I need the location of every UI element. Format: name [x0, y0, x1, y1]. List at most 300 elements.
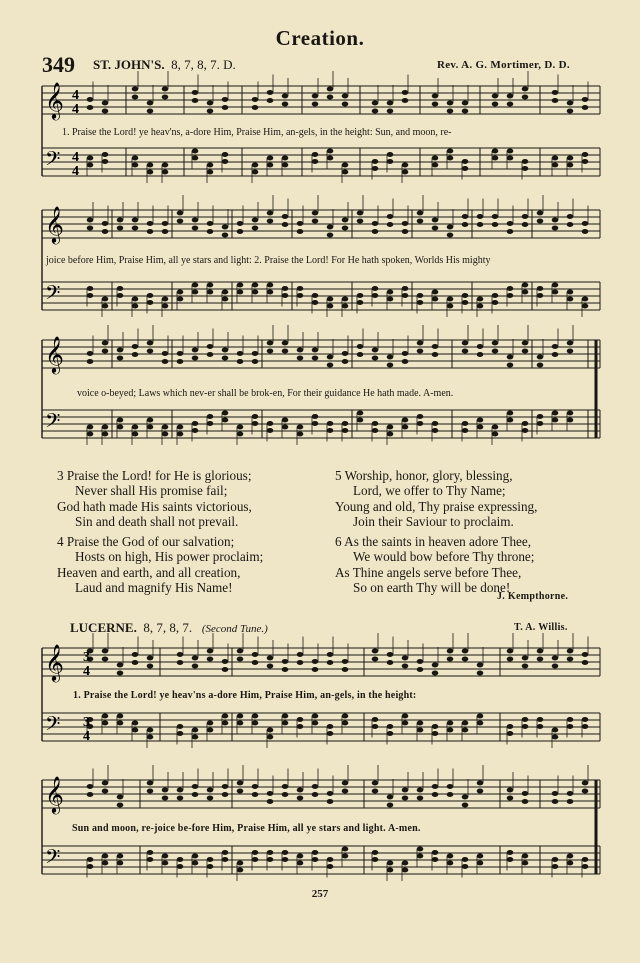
second-tune-name: LUCERNE.	[70, 620, 137, 635]
notehead	[312, 714, 319, 719]
notehead	[327, 724, 334, 729]
notehead	[282, 850, 289, 855]
notehead	[282, 349, 289, 354]
notehead	[567, 649, 574, 654]
notehead	[492, 432, 499, 437]
notehead	[432, 850, 439, 855]
notehead	[282, 418, 289, 423]
notehead	[147, 664, 154, 669]
notehead	[342, 854, 349, 859]
notehead	[117, 663, 124, 668]
notehead	[567, 861, 574, 866]
notehead	[102, 432, 109, 437]
notehead	[237, 657, 244, 662]
notehead	[297, 724, 304, 729]
notehead	[267, 428, 274, 433]
notehead	[432, 784, 439, 789]
notehead	[342, 226, 349, 231]
notehead	[477, 214, 484, 219]
notehead	[387, 363, 394, 368]
notehead	[402, 418, 409, 423]
notehead	[552, 418, 559, 423]
notehead	[372, 356, 379, 361]
notehead	[477, 714, 484, 719]
notehead	[327, 791, 334, 796]
notehead	[567, 854, 574, 859]
notehead	[477, 671, 484, 676]
notehead	[252, 351, 259, 356]
verse-6-line-3: As Thine angels serve before Thee,	[335, 564, 522, 580]
notehead	[507, 788, 514, 793]
notehead	[477, 861, 484, 866]
notehead	[87, 784, 94, 789]
notehead	[462, 166, 469, 171]
notehead	[387, 731, 394, 736]
notehead	[312, 152, 319, 157]
notehead	[582, 789, 589, 794]
notehead	[87, 293, 94, 298]
verse-3-line-3: God hath made His saints victorious,	[57, 498, 252, 514]
notehead	[102, 714, 109, 719]
notehead	[222, 233, 229, 238]
notehead	[537, 717, 544, 722]
notehead	[417, 293, 424, 298]
verse-4-line-2: Hosts on high, His power proclaim;	[75, 549, 264, 565]
notehead	[402, 90, 409, 95]
notehead	[267, 156, 274, 161]
notehead	[582, 660, 589, 665]
notehead	[507, 850, 514, 855]
notehead	[402, 221, 409, 226]
notehead	[567, 418, 574, 423]
notehead	[522, 95, 529, 100]
notehead	[552, 283, 559, 288]
notehead	[117, 671, 124, 676]
notehead	[297, 348, 304, 353]
bass-clef-icon: 𝄢	[45, 281, 61, 309]
notehead	[477, 304, 484, 309]
verse-5-number: 5	[335, 468, 342, 483]
notehead	[102, 789, 109, 794]
notehead	[162, 796, 169, 801]
verse-5-line-4: Join their Saviour to proclaim.	[353, 514, 514, 530]
notehead	[282, 102, 289, 107]
notehead	[372, 348, 379, 353]
notehead	[582, 304, 589, 309]
notehead	[522, 717, 529, 722]
notehead	[87, 864, 94, 869]
notehead	[462, 214, 469, 219]
verse-3-number: 3	[57, 468, 64, 483]
notehead	[147, 789, 154, 794]
notehead	[117, 293, 124, 298]
second-tune-note: (Second Tune.)	[201, 623, 268, 635]
notehead	[537, 355, 544, 360]
notehead	[192, 218, 199, 223]
notehead	[267, 664, 274, 669]
notehead	[492, 102, 499, 107]
notehead	[387, 101, 394, 106]
notehead	[102, 721, 109, 726]
notehead	[132, 87, 139, 92]
notehead	[207, 414, 214, 419]
notehead	[237, 649, 244, 654]
notehead	[402, 714, 409, 719]
notehead	[462, 293, 469, 298]
notehead	[417, 414, 424, 419]
notehead	[492, 300, 499, 305]
notehead	[252, 792, 259, 797]
notehead	[477, 297, 484, 302]
notehead	[192, 90, 199, 95]
notehead	[267, 791, 274, 796]
notehead	[207, 290, 214, 295]
notehead	[192, 290, 199, 295]
notehead	[297, 356, 304, 361]
notehead	[192, 656, 199, 661]
notehead	[462, 109, 469, 114]
notehead	[147, 300, 154, 305]
notehead	[567, 411, 574, 416]
notehead	[477, 854, 484, 859]
notehead	[192, 149, 199, 154]
notehead	[192, 421, 199, 426]
notehead	[252, 226, 259, 231]
verse-6	[335, 534, 605, 596]
notehead	[177, 219, 184, 224]
notehead	[462, 803, 469, 808]
notehead	[387, 152, 394, 157]
notehead	[552, 791, 559, 796]
notehead	[522, 283, 529, 288]
notehead	[132, 652, 139, 657]
notehead	[207, 649, 214, 654]
notehead	[267, 90, 274, 95]
notehead	[522, 854, 529, 859]
time-signature: 3	[83, 650, 90, 665]
notehead	[147, 728, 154, 733]
notehead	[552, 735, 559, 740]
tune-name: ST. JOHN'S.	[93, 57, 165, 72]
verse-4-line-4: Laud and magnify His Name!	[75, 580, 233, 596]
notehead	[237, 290, 244, 295]
notehead	[222, 721, 229, 726]
notehead	[237, 861, 244, 866]
bass-clef-icon: 𝄢	[45, 712, 61, 740]
notehead	[492, 341, 499, 346]
notehead	[402, 229, 409, 234]
notehead	[342, 163, 349, 168]
verse-4-number: 4	[57, 534, 64, 549]
notehead	[147, 349, 154, 354]
notehead	[177, 796, 184, 801]
notehead	[507, 355, 514, 360]
notehead	[312, 219, 319, 224]
notehead	[177, 660, 184, 665]
notehead	[147, 656, 154, 661]
notehead	[537, 724, 544, 729]
notehead	[417, 788, 424, 793]
notehead	[417, 300, 424, 305]
notehead	[447, 109, 454, 114]
notehead	[552, 156, 559, 161]
notehead	[267, 799, 274, 804]
notehead	[297, 286, 304, 291]
time-signature: 4	[83, 664, 90, 679]
notehead	[312, 159, 319, 164]
notehead	[417, 847, 424, 852]
notehead	[297, 229, 304, 234]
notehead	[252, 721, 259, 726]
notehead	[192, 854, 199, 859]
notehead	[372, 293, 379, 298]
second-tune-heading	[70, 620, 268, 636]
notehead	[267, 857, 274, 862]
notehead	[147, 425, 154, 430]
notehead	[162, 297, 169, 302]
notehead	[282, 163, 289, 168]
notehead	[252, 163, 259, 168]
notehead	[102, 297, 109, 302]
notehead	[327, 652, 334, 657]
notehead	[387, 355, 394, 360]
notehead	[372, 657, 379, 662]
notehead	[492, 149, 499, 154]
notehead	[222, 105, 229, 110]
notehead	[237, 789, 244, 794]
notehead	[447, 225, 454, 230]
notehead	[207, 344, 214, 349]
notehead	[282, 714, 289, 719]
notehead	[147, 781, 154, 786]
notehead	[372, 724, 379, 729]
bass-clef-icon: 𝄢	[45, 845, 61, 873]
time-signature: 4	[72, 88, 79, 103]
notehead	[342, 421, 349, 426]
notehead	[162, 425, 169, 430]
notehead	[312, 102, 319, 107]
notehead	[507, 149, 514, 154]
notehead	[387, 724, 394, 729]
notehead	[252, 283, 259, 288]
notehead	[132, 218, 139, 223]
notehead	[207, 170, 214, 175]
notehead	[372, 166, 379, 171]
time-signature: 4	[83, 729, 90, 744]
notehead	[87, 105, 94, 110]
notehead	[552, 799, 559, 804]
notehead	[507, 857, 514, 862]
notehead	[432, 428, 439, 433]
notehead	[432, 290, 439, 295]
notehead	[447, 156, 454, 161]
notehead	[342, 789, 349, 794]
notehead	[162, 854, 169, 859]
notehead	[267, 283, 274, 288]
notehead	[462, 795, 469, 800]
notehead	[552, 290, 559, 295]
notehead	[402, 788, 409, 793]
notehead	[267, 656, 274, 661]
notehead	[537, 649, 544, 654]
notehead	[432, 731, 439, 736]
notehead	[222, 97, 229, 102]
notehead	[117, 226, 124, 231]
notehead	[372, 109, 379, 114]
notehead	[237, 351, 244, 356]
notehead	[207, 221, 214, 226]
notehead	[222, 714, 229, 719]
notehead	[237, 359, 244, 364]
notehead	[507, 102, 514, 107]
notehead	[567, 341, 574, 346]
verse-6-number: 6	[335, 534, 342, 549]
notehead	[552, 344, 559, 349]
notehead	[312, 211, 319, 216]
notehead	[537, 421, 544, 426]
notehead	[132, 156, 139, 161]
notehead	[462, 857, 469, 862]
notehead	[582, 159, 589, 164]
notehead	[552, 656, 559, 661]
notehead	[522, 791, 529, 796]
notehead	[327, 156, 334, 161]
notehead	[87, 226, 94, 231]
notehead	[207, 857, 214, 862]
notehead	[297, 432, 304, 437]
notehead	[117, 795, 124, 800]
notehead	[462, 864, 469, 869]
notehead	[162, 432, 169, 437]
notehead	[207, 101, 214, 106]
notehead	[522, 87, 529, 92]
notehead	[177, 425, 184, 430]
notehead	[312, 356, 319, 361]
notehead	[462, 222, 469, 227]
notehead	[267, 98, 274, 103]
notehead	[162, 229, 169, 234]
notehead	[192, 792, 199, 797]
notehead	[387, 868, 394, 873]
notehead	[252, 359, 259, 364]
notehead	[222, 290, 229, 295]
lyric-line-1: 1. Praise the Lord! ye heav'ns, a-dore Him, Praise Him, an-gels, in the height: Sun, and moon, re-	[62, 127, 452, 138]
notehead	[372, 649, 379, 654]
notehead	[447, 854, 454, 859]
notehead	[102, 221, 109, 226]
notehead	[132, 163, 139, 168]
notehead	[222, 667, 229, 672]
treble-clef-icon: 𝄞	[45, 81, 64, 119]
notehead	[402, 796, 409, 801]
notehead	[312, 293, 319, 298]
notehead	[432, 226, 439, 231]
notehead	[447, 721, 454, 726]
notehead	[132, 721, 139, 726]
notehead	[342, 359, 349, 364]
treble-clef-icon: 𝄞	[45, 335, 64, 373]
notehead	[537, 293, 544, 298]
notehead	[102, 649, 109, 654]
notehead	[342, 667, 349, 672]
notehead	[222, 850, 229, 855]
notehead	[462, 649, 469, 654]
notehead	[177, 788, 184, 793]
notehead	[537, 657, 544, 662]
notehead	[342, 781, 349, 786]
notehead	[102, 781, 109, 786]
notehead	[372, 101, 379, 106]
notehead	[117, 348, 124, 353]
notehead	[402, 98, 409, 103]
notehead	[432, 724, 439, 729]
notehead	[207, 657, 214, 662]
verse-3-line-4: Sin and death shall not prevail.	[75, 514, 239, 530]
notehead	[102, 341, 109, 346]
notehead	[327, 799, 334, 804]
notehead	[207, 352, 214, 357]
notehead	[567, 791, 574, 796]
notehead	[87, 156, 94, 161]
page-number: 257	[311, 888, 329, 900]
verse-3	[57, 468, 327, 530]
notehead	[327, 304, 334, 309]
notehead	[177, 864, 184, 869]
notehead	[357, 411, 364, 416]
notehead	[282, 857, 289, 862]
notehead	[372, 229, 379, 234]
notehead	[417, 854, 424, 859]
notehead	[492, 349, 499, 354]
notehead	[507, 286, 514, 291]
verse-4-line-1: Praise the God of our salvation;	[66, 534, 235, 549]
notehead	[207, 163, 214, 168]
notehead	[522, 166, 529, 171]
notehead	[567, 717, 574, 722]
notehead	[282, 425, 289, 430]
notehead	[312, 857, 319, 862]
notehead	[222, 418, 229, 423]
notehead	[432, 663, 439, 668]
verse-4-line-3: Heaven and earth, and all creation,	[57, 564, 241, 580]
notehead	[267, 163, 274, 168]
notehead	[327, 233, 334, 238]
notehead	[162, 788, 169, 793]
notehead	[162, 95, 169, 100]
notehead	[117, 356, 124, 361]
notehead	[432, 344, 439, 349]
treble-clef-icon: 𝄞	[45, 205, 64, 243]
notehead	[552, 226, 559, 231]
notehead	[402, 359, 409, 364]
notehead	[132, 352, 139, 357]
notehead	[582, 297, 589, 302]
notehead	[507, 293, 514, 298]
notehead	[132, 425, 139, 430]
notehead	[402, 286, 409, 291]
notehead	[417, 721, 424, 726]
notehead	[132, 95, 139, 100]
notehead	[432, 297, 439, 302]
notehead	[222, 152, 229, 157]
notehead	[237, 714, 244, 719]
notehead	[372, 286, 379, 291]
notehead	[222, 356, 229, 361]
notehead	[342, 714, 349, 719]
notehead	[567, 799, 574, 804]
notehead	[327, 421, 334, 426]
notehead	[552, 90, 559, 95]
